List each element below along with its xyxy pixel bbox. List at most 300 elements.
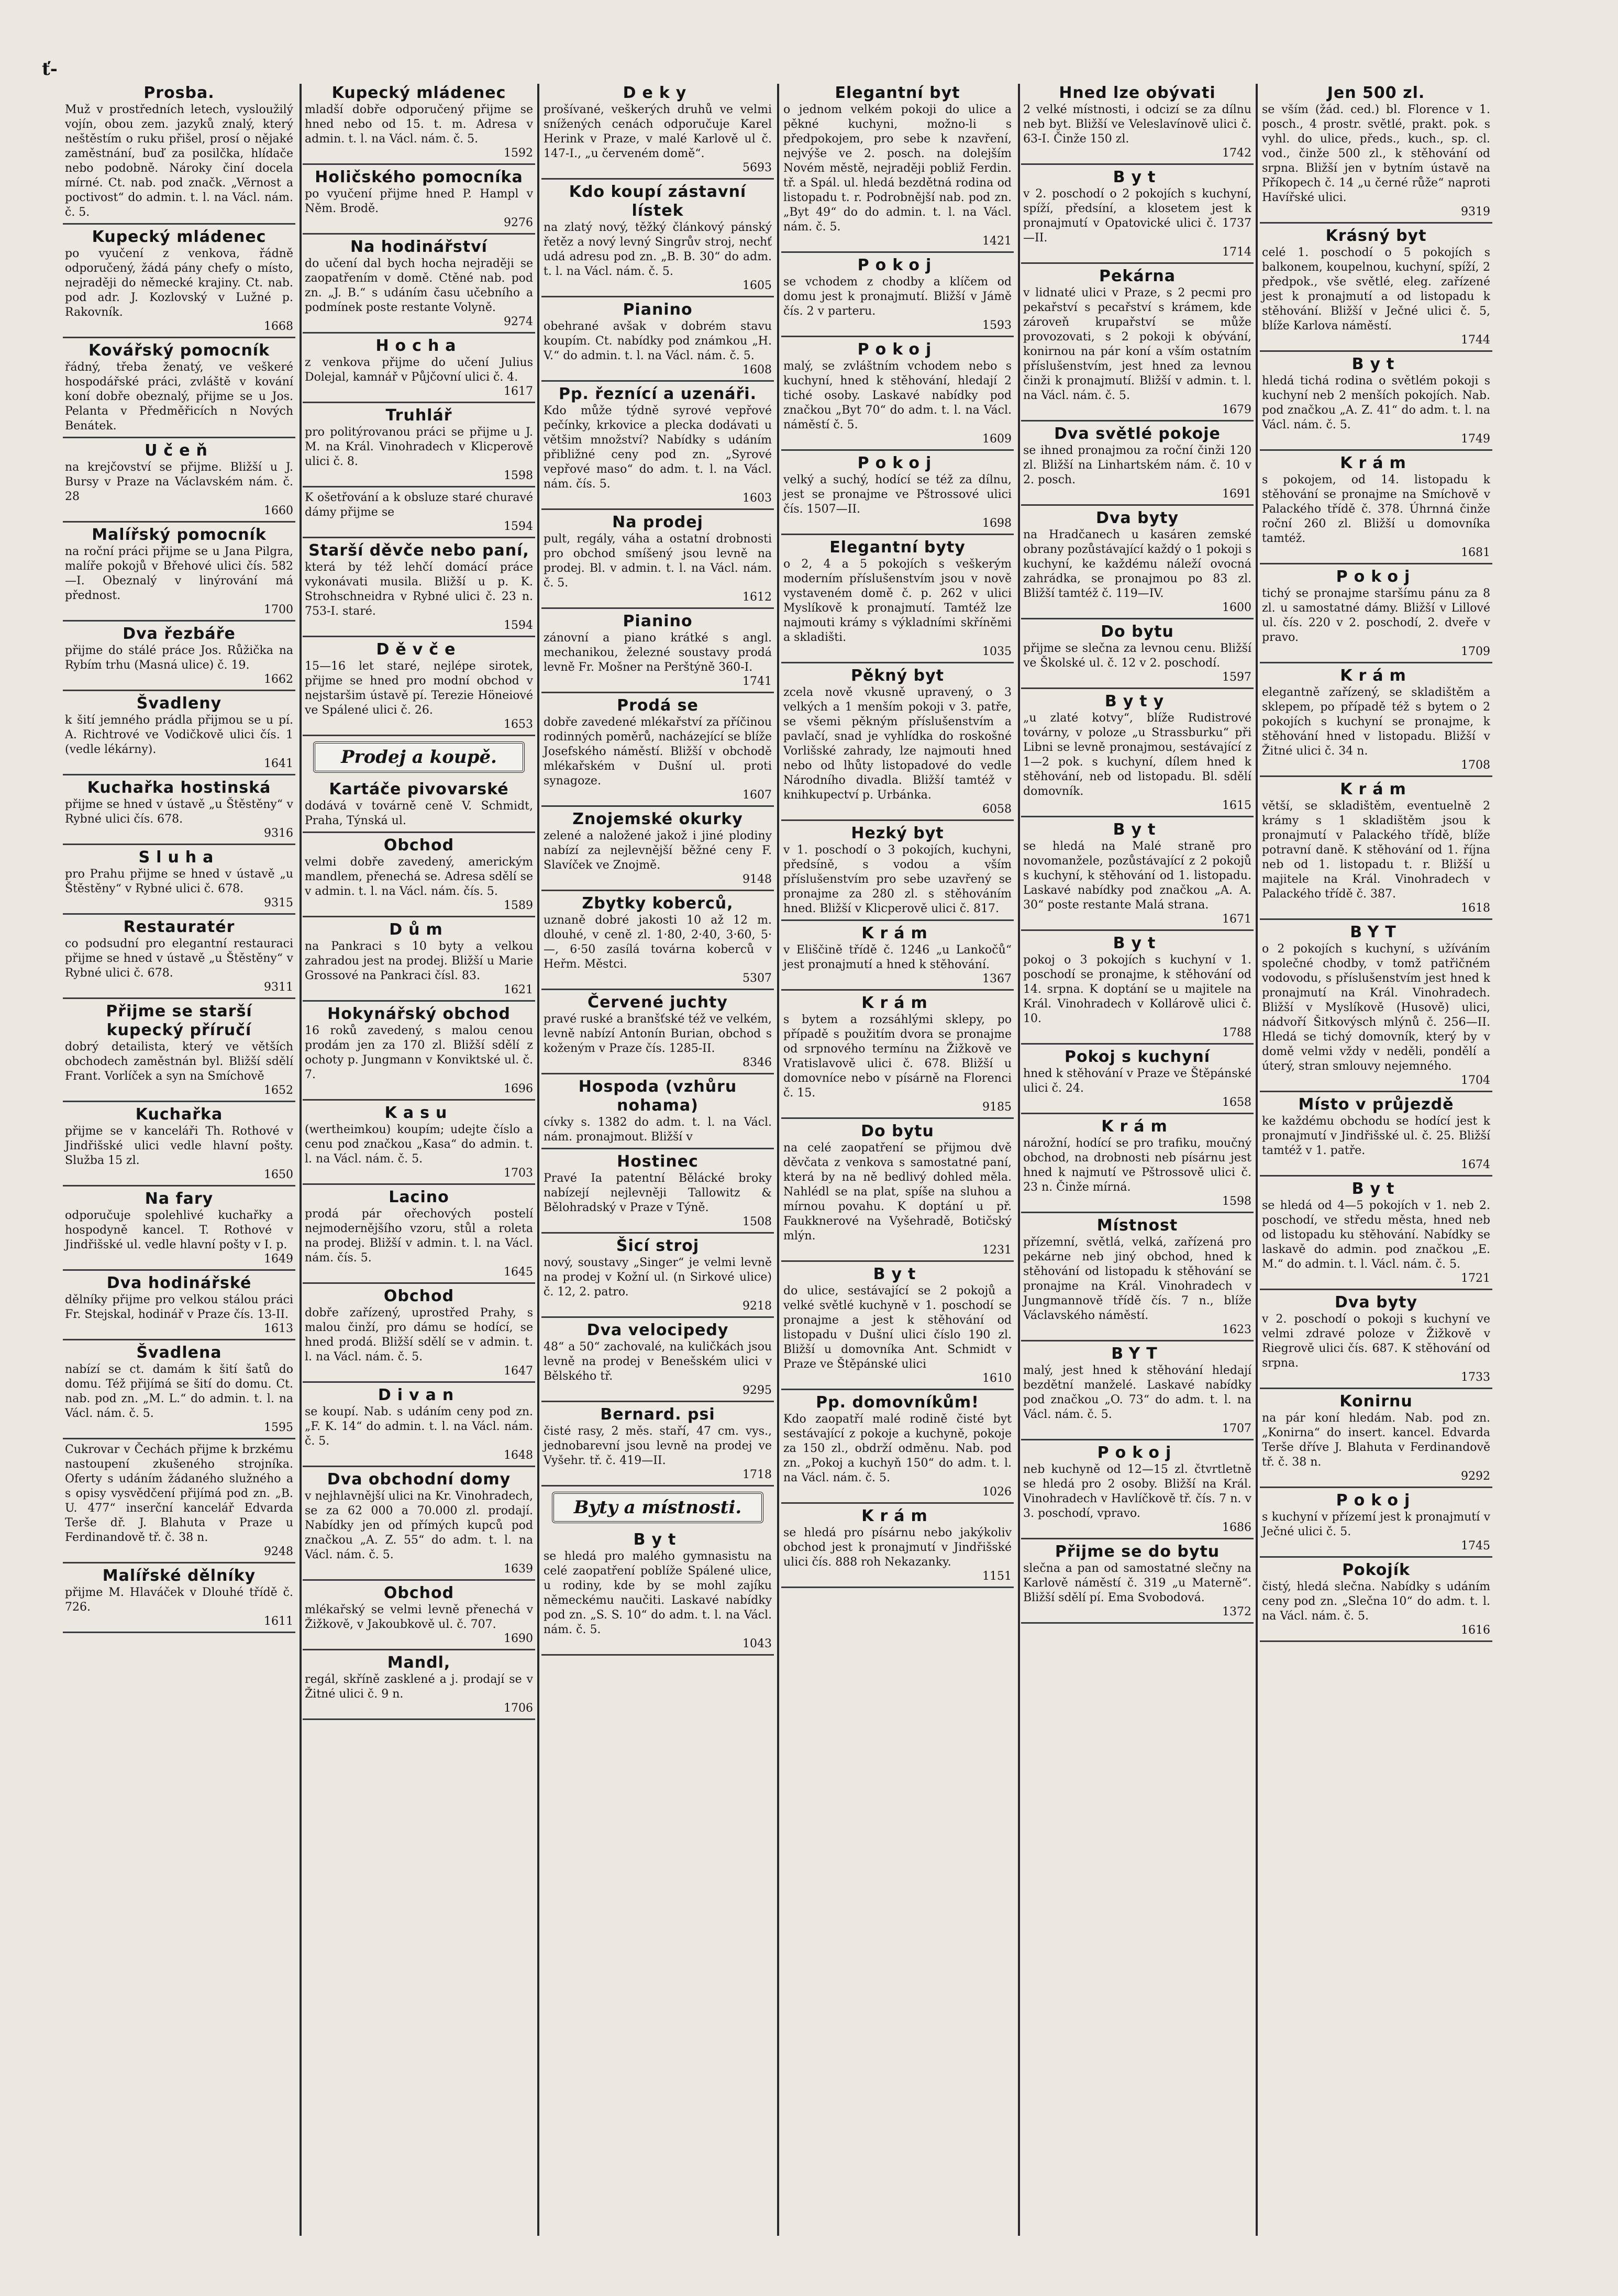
classified-ad [781, 256, 1014, 337]
ad-title: Byt [1113, 168, 1162, 186]
classified-ad [303, 1584, 535, 1650]
ad-number: 1613 [264, 1322, 293, 1335]
ad-title: Šicí stroj [616, 1237, 700, 1255]
ad-title: Krásný byt [1325, 227, 1427, 245]
ad-text: přijme se v kanceláři Th. Rothové v Jindřišské ulici vedle hlavní pošty. Služba 15 zl. [65, 1125, 293, 1167]
ad-text: obehrané avšak v dobrém stavu koupím. Ct. nabídky pod známkou „H. V.“ do admin. t. l. na Václ. nám. č. 5. [544, 320, 772, 362]
classified-ad [1021, 425, 1254, 506]
ad-text: Kdo může týdně syrové vepřové pečínky, krkovice a plecka dodávati u většim množství? Nabídky s udáním přibližné ceny pod zn. „Syrové vepřové maso“ do adm. t. l. na Václ. nám. čís. 5. [544, 404, 772, 491]
column-rule [537, 84, 539, 2236]
classified-ad [303, 1104, 535, 1185]
ad-number: 1658 [1222, 1096, 1251, 1109]
ad-title: Dva velocipedy [586, 1321, 729, 1339]
classified-ad [1021, 623, 1254, 689]
ad-number: 1690 [504, 1632, 533, 1645]
section-heading-box: Byty a místnosti. [552, 1492, 763, 1523]
ad-number: 1704 [1461, 1074, 1490, 1087]
classified-ad [1021, 692, 1254, 817]
ad-text: regál, skříně zasklené a j. prodají se v Žitné ulici č. 9 n. [305, 1673, 533, 1701]
ad-text: Cukrovar v Čechách přijme k brzkému nastoupení zkušeného strojníka. Oferty s udáním žádaného služného a s opisy vysvědčení přijímá pod zn. „B. U. 477“ inserční kancelář Edvarda Terše dř. J. Blahuta v Praze u Ferdinandově tř. č. 38 n. [65, 1443, 293, 1544]
ad-title: Kovářský pomocník [88, 341, 270, 360]
ad-text: v Eliščině třídě č. 1246 „u Lankočů“ jest pronajmutí a hned k stěhování. [783, 944, 1012, 971]
ad-number: 1026 [982, 1485, 1012, 1499]
ad-title: Do bytu [1101, 623, 1174, 641]
classified-ad [63, 1190, 295, 1271]
classified-ad [63, 918, 295, 999]
ad-title: Byt [1113, 934, 1162, 952]
ad-number: 1367 [982, 972, 1012, 985]
ad-text: (wertheimkou) koupím; udejte číslo a cenu pod značkou „Kasa“ do admin. t. l. na Václ. nám. č. 5. [305, 1123, 533, 1166]
ad-title: Krám [1340, 780, 1412, 798]
ad-number: 1733 [1461, 1371, 1490, 1384]
classified-ad [1260, 923, 1492, 1092]
ad-number: 1721 [1461, 1272, 1490, 1285]
classified-ad [303, 491, 535, 538]
classified-ad [1021, 84, 1254, 165]
column-rule [777, 84, 779, 2236]
classified-ad [1260, 1392, 1492, 1488]
ad-title: Švadlena [136, 1344, 222, 1362]
ad-title: Byt [633, 1530, 682, 1549]
ad-number: 1698 [982, 517, 1012, 530]
ad-text: Muž v prostředních letech, vysloužilý vojín, obou zem. jazyků znalý, který neštěstím o ruku přišel, prosí o nějaké zaměstnání, buď za posilčka, hlídače nebo podobně. Nároky činí docela mírné. Ct. nab. pod značk. „Věrnost a poctivost“ do admin. t. l. na Václ. nám. č. 5. [65, 103, 293, 219]
classified-ad [63, 341, 295, 438]
ad-text: na krejčovství se přijme. Bližší u J. Bursy v Praze na Václavském nám. č. 28 [65, 461, 293, 503]
ad-title: Byt [1351, 1180, 1401, 1198]
ad-number: 1707 [1222, 1422, 1251, 1435]
ad-number: 1594 [504, 520, 533, 533]
ad-title: Prodá se [617, 696, 699, 715]
ad-text: 15—16 let staré, nejlépe sirotek, přijme se hned pro modní obchod v nejstaršim ústavě pí. Terezie Höneiové ve Spálené ulici č. 26. [305, 660, 533, 717]
ad-text: na Pankraci s 10 byty a velkou zahradou jest na prodej. Bližší u Marie Grossové na Pankraci čísl. 83. [305, 940, 533, 982]
ad-title: Krám [861, 924, 934, 942]
ad-title: Kasu [384, 1104, 453, 1122]
classified-ad [63, 1344, 295, 1439]
ad-text: pult, regály, váha a ostatní drobnosti pro obchod smíšený jsou levně na prodej. Bl. v admin. t. l. na Václ. nám. č. 5. [544, 533, 772, 590]
ad-text: nový, soustavy „Singer“ je velmi levně na prodej v Kožní ul. (n Sirkové ulice) č. 12, 2. patro. [544, 1256, 772, 1299]
ad-text: se vchodem z chodby a klíčem od domu jest k pronajmutí. Bližší v Jámě čís. 2 v parteru. [783, 275, 1012, 318]
classified-ad [1260, 568, 1492, 663]
ad-number: 9185 [982, 1101, 1012, 1114]
classified-ad [781, 1393, 1014, 1504]
ad-title: Pianino [623, 612, 693, 630]
classified-ad [1260, 355, 1492, 451]
ad-title: Dům [389, 920, 449, 939]
ad-number: 6058 [982, 803, 1012, 816]
ad-text: dobře zařízený, uprostřed Prahy, s malou činží, pro dámu se hodící, se hned prodá. Bližší sdělí se v admin. t. l. na Václ. nám. č. 5. [305, 1306, 533, 1363]
ad-text: s kuchyní v přízemí jest k pronajmutí v Ječné ulici č. 5. [1262, 1511, 1490, 1538]
ad-number: 1714 [1222, 246, 1251, 259]
ad-number: 1686 [1222, 1521, 1251, 1534]
ad-number: 1745 [1461, 1539, 1490, 1552]
ad-number: 1605 [742, 279, 772, 292]
classified-ad [63, 1274, 295, 1340]
ad-text: mlékařský se velmi levně přenechá v Žižkově, v Jakoubkově ul. č. 707. [305, 1603, 533, 1631]
ad-title: Pp. řeznící a uzenáři. [559, 385, 757, 403]
classified-ad [781, 824, 1014, 921]
column-6 [1260, 84, 1492, 2241]
ad-text: prodá pár ořechových postelí nejmodernějšího vzoru, stůl a roleta na prodej. Bližší v admin. t. l. na Václ. nám. čís. 5. [305, 1207, 533, 1265]
classified-ad [541, 183, 774, 297]
ad-number: 1231 [982, 1244, 1012, 1257]
ad-text: na celé zaopatření se přijmou dvě děvčata z venkova s samostatné paní, která by na ně bedlivý dohled měla. Nahlédl se na plat, spíše na sluhou a mírnou povahu. K doptání u př. Faukknerové na Vyšehradě, Botičský mlýn. [783, 1141, 1012, 1243]
ad-title: Krám [861, 994, 934, 1012]
ad-number: 1652 [264, 1084, 293, 1097]
ad-number: 1615 [1222, 799, 1251, 812]
ad-title: Švadleny [136, 694, 222, 713]
ad-text: na zlatý nový, těžký článkový pánský řetěz a nový levný Singrův stroj, nechť udá adresu pod zn. „B. B. 30“ do adm. t. l. na Václ. nám. č. 5. [544, 221, 772, 278]
classified-ad [1260, 1095, 1492, 1177]
classified-ad [541, 696, 774, 807]
classified-ad [781, 454, 1014, 535]
ad-number: 1603 [742, 492, 772, 505]
ad-title: Červené juchty [588, 993, 728, 1012]
ad-text: v 2. poschodí o pokoji s kuchyní ve velmi zdravé poloze v Žižkově v Riegrově ulici čís. 687. K stěhování od srpna. [1262, 1313, 1490, 1370]
ad-number: 9316 [264, 827, 293, 840]
ad-number: 1788 [1222, 1026, 1251, 1039]
ad-title: Holičského pomocníka [315, 168, 523, 186]
classified-ad [1260, 1180, 1492, 1290]
ad-text: se hledá od 4—5 pokojích v 1. neb 2. poschodí, ve středu města, hned neb od listopadu ku stěhování. Nabídky se laskavě do admin. pod značkou „E. M.“ do admin. t. l. Václ. nám. č. 5. [1262, 1199, 1490, 1271]
ad-number: 1668 [264, 320, 293, 333]
ad-title: Bernard. psi [600, 1405, 715, 1424]
ad-title: Krám [1101, 1117, 1173, 1136]
ad-title: Učeň [145, 441, 214, 460]
ad-title: Na hodinářství [350, 238, 487, 256]
ad-title: Deky [623, 84, 693, 102]
classified-ad [1021, 1345, 1254, 1440]
classified-ad [1021, 267, 1254, 422]
ad-title: Na prodej [612, 513, 703, 531]
ad-text: se vším (žád. ced.) bl. Florence v 1. posch., 4 prostr. světlé, prakt. pok. s vyhl. do ulice, předs., kuch., sp. cl. vod., činže 500 zl., k stěhování od srpna. Bližší jen v bytním ústavě na Příkopech č. 14 „u černé růže“ naproti Havířské ulici. [1262, 103, 1490, 204]
ad-text: v 2. poschodí o 2 pokojích s kuchyní, spíží, předsíní, a klosetem jest k pronajmutí v Opatovické ulici č. 1737—II. [1023, 187, 1251, 245]
column-5 [1021, 84, 1254, 2241]
ad-title: Dva obchodní domy [327, 1470, 511, 1489]
ad-number: 9319 [1461, 205, 1490, 218]
ad-number: 1679 [1222, 403, 1251, 416]
classified-ad [1021, 820, 1254, 931]
ad-text: „u zlaté kotvy“, blíže Rudistrové továrny, v poloze „u Strassburku“ při Libni se levně pronajmou, sestávající z 1—2 pok. s kuchyní, dílem hned k stěhování, neb od listopadu. Bl. sdělí domovník. [1023, 712, 1251, 798]
ad-text: malý, jest hned k stěhování hledají bezdětní manželé. Laskavé nabídky pod značkou „O. 73“ do adm. t. l. na Václ. nám. č. 5. [1023, 1364, 1251, 1421]
ad-title: Pokoj [857, 454, 938, 472]
ad-number: 1608 [742, 363, 772, 376]
ad-text: v lidnaté ulici v Praze, s 2 pecmi pro pekařství s pecařství s krámem, kde zároveň krupařství se může provozovati, s 2 pokoji k obývání, konirnou na pár koní a vším ostatním příslušenstvím, jest hned za levnou činži k pronajmutí. Bližší v admin. t. l. na Václ. nám. č. 5. [1023, 286, 1251, 402]
ad-text: z venkova přijme do učení Julius Dolejal, kamnář v Půjčovní ulici č. 4. [305, 356, 533, 384]
ad-title: Malířský pomocník [92, 526, 267, 544]
ad-text: pro Prahu přijme se hned v ústavě „u Štěstěny“ v Rybné ulici č. 678. [65, 868, 293, 895]
classified-ad [303, 406, 535, 487]
ad-number: 1623 [1222, 1323, 1251, 1336]
ad-number: 1639 [504, 1562, 533, 1576]
ad-text: o 2, 4 a 5 pokojích s veškerým moderním příslušenstvím jsou v nově vystaveném domě č. p. 262 v ulici Myslíkově k pronajmutí. Tamtéž lze najmouti krámy s výkladními skříněmi a skladišti. [783, 558, 1012, 644]
classified-ad [303, 780, 535, 833]
ad-text: s bytem a rozsáhlými sklepy, po případě s použitím dvora se pronajme od srpnového termínu na Žižkově ve Vratislavově ulici č. 678. Bližší u domovníce nebo v písárně na Florenci č. 15. [783, 1013, 1012, 1100]
ad-title: Pokoj [1336, 1491, 1416, 1510]
ad-title: BYT [1350, 923, 1402, 941]
ad-number: 1742 [1222, 147, 1251, 160]
ad-number: 1650 [264, 1168, 293, 1181]
classified-ad [1021, 1444, 1254, 1539]
classified-ad [63, 526, 295, 622]
ad-number: 1749 [1461, 432, 1490, 446]
ad-number: 1653 [504, 718, 533, 731]
ad-title: Dva hodinářské [106, 1274, 252, 1292]
ad-title: Obchod [383, 836, 455, 855]
ad-title: Přijme se starší kupecký příručí [106, 1002, 252, 1039]
ad-title: Jen 500 zl. [1327, 84, 1425, 102]
ad-number: 1597 [1222, 671, 1251, 684]
ad-title: Pokoj [857, 256, 938, 274]
ad-text: Kdo zaopatří malé rodině čisté byt sestávající z pokoje a kuchyně, pokoje za 150 zl., obdrží odměnu. Nab. pod zn. „Pokoj a kuchyň 150“ do adm. t. l. na Václ. nám. č. 5. [783, 1413, 1012, 1484]
classified-ad [541, 810, 774, 891]
corner-mark: ť- [42, 59, 58, 80]
classified-ad [781, 84, 1014, 253]
ad-number: 9218 [742, 1300, 772, 1313]
ad-title: Hocha [375, 337, 462, 355]
ad-number: 1706 [504, 1702, 533, 1715]
ad-number: 1700 [264, 603, 293, 616]
ad-title: Malířské dělníky [102, 1567, 256, 1585]
classified-ad [1260, 1293, 1492, 1389]
ad-text: 16 roků zavedený, s malou cenou prodám jen za 170 zl. Bližší sdělí z ochoty p. Jungmann v Konviktské ul. č. 7. [305, 1024, 533, 1081]
ad-number: 9311 [264, 981, 293, 994]
ad-number: 9315 [264, 896, 293, 909]
classified-ad [1260, 1491, 1492, 1558]
ad-title: Dva byty [1095, 509, 1179, 527]
ad-text: přízemní, světlá, velká, zařízená pro pekárne neb jiný obchod, hned k stěhování od listopadu k stěhování se pronajme na Král. Vinohradech v Jungmannově třídě čís. 7 n., blíže Václavského náměstí. [1023, 1236, 1251, 1322]
classified-ad [1021, 1216, 1254, 1341]
ad-text: nárožní, hodící se pro trafiku, moučný obchod, na drobnosti neb písárnu jest hned k najmutí ve Pštrossově ulici č. 23 n. Činže mírná. [1023, 1137, 1251, 1194]
classified-ad [1021, 168, 1254, 264]
classified-ad [63, 1567, 295, 1633]
classified-ad [541, 1078, 774, 1149]
ad-number: 1043 [742, 1637, 772, 1650]
ad-number: 1744 [1461, 334, 1490, 347]
classified-ad [303, 1188, 535, 1284]
classified-ad [303, 1470, 535, 1581]
ad-text: malý, se zvláštním vchodem nebo s kuchyní, hned k stěhování, hledají 2 tiché osoby. Laskavé nabídky pod značkou „Byt 70“ do adm. t. l. na Václ. náměstí č. 5. [783, 360, 1012, 431]
ad-text: na pár koní hledám. Nab. pod zn. „Konirna“ do insert. kancel. Edvarda Terše dříve J. Blahuta v Ferdinandově tř. č. 38 n. [1262, 1412, 1490, 1469]
ad-text: řádný, třeba ženatý, ve veškeré hospodářské práci, zvláště v kování koní dobře obeznalý, přijme se u Jos. Pelanta v Předměřicích n Nových Benátek. [65, 361, 293, 432]
classified-ad [781, 340, 1014, 451]
ad-text: ke každému obchodu se hodící jest k pronajmutí v Jindřišské ul. č. 25. Bližší tamtéž v 1. patře. [1262, 1115, 1490, 1157]
ad-text: co podsudní pro elegantní restauraci přijme se hned v ústavě „u Štěstěny“ v Rybné ulici č. 678. [65, 937, 293, 980]
column-4 [781, 84, 1014, 2241]
ad-title: Pokoj [857, 340, 938, 359]
ad-title: Krám [1340, 667, 1412, 685]
ad-title: Mandl, [387, 1654, 451, 1672]
classified-ad [1021, 509, 1254, 619]
classified-ad [541, 1152, 774, 1234]
ad-text: do ulice, sestávající se 2 pokojů a velké světlé kuchyně v 1. poschodí se pronajme a jest k stěhování od listopadu v Dušní ulici číslo 190 zl. Bližší u domovníka Ant. Schmidt v Praze ve Štěpánské ulici [783, 1284, 1012, 1371]
ad-title: Kuchařka [135, 1105, 223, 1124]
classified-ad [1021, 934, 1254, 1045]
ad-title: Obchod [383, 1287, 455, 1305]
ad-text: se hledá pro písárnu nebo jakýkoliv obchod jest k pronajmutí v Jindřišské ulici čís. 888 roh Nekazanky. [783, 1526, 1012, 1569]
ad-text: tichý se pronajme staršímu pánu za 8 zl. u samostatné dámy. Bližší v Lillové ul. čís. 220 v 2. poschodí, 2. dveře v pravo. [1262, 587, 1490, 644]
column-2 [303, 84, 535, 2241]
ad-title: Hokynářský obchod [327, 1005, 511, 1023]
classified-ad [1260, 667, 1492, 777]
classified-ad [303, 1386, 535, 1467]
classified-ad [303, 337, 535, 403]
ad-text: přijme do stálé práce Jos. Růžička na Rybím trhu (Masná ulice) č. 19. [65, 644, 293, 672]
classified-ad [303, 640, 535, 736]
classified-ad [1260, 227, 1492, 352]
classified-ad [303, 1005, 535, 1101]
ad-number: 1421 [982, 235, 1012, 248]
ad-text: 48“ a 50“ zachovalé, na kuličkách jsou levně na prodej v Benešském ulici v Bělského tř. [544, 1340, 772, 1383]
classified-ad [63, 694, 295, 775]
ad-text: se hledá na Malé straně pro novomanžele, pozůstávající z 2 pokojů s kuchyní, k stěhování od 1. listopadu. Laskavé nabídky pod značkou „A. A. 30“ poste restante Malá strana. [1023, 840, 1251, 912]
ad-number: 1610 [982, 1372, 1012, 1385]
classified-ad [63, 625, 295, 691]
ad-title: Hezký byt [851, 824, 944, 842]
ad-title: Do bytu [861, 1122, 934, 1140]
ad-text: elegantně zařízený, se skladištěm a sklepem, po případě též s bytem o 2 pokojích s kuchyní se pronajme, k stěhování hned v listopadu. Bližší v Žitné ulici č. 34 n. [1262, 686, 1490, 758]
ad-number: 1589 [504, 899, 533, 912]
ad-number: 1035 [982, 645, 1012, 658]
ad-text: přijme se hned v ústavě „u Štěstěny“ v Rybné ulici čís. 678. [65, 798, 293, 826]
ad-text: v 1. poschodí o 3 pokojích, kuchyni, předsíně, s vodou a vším příslušenstvím pro sebe uzavřený se pronajme za 280 zl. s stěhováním hned. Bližší v Klicperově ulici č. 817. [783, 844, 1012, 915]
ad-number: 1648 [504, 1449, 533, 1462]
ad-text: o 2 pokojích s kuchyní, s užíváním společné chodby, v tomž patřičném vodovodu, s příslušenstvím jest hned k pronajmutí na Král. Vinohradech. Bližší v Myslíkově (Husově) ulici, nádvoří Šitkovýsch mlýnů č. 256—II. Hledá se tichý domovník, který by v domě velmi vždy v neděli, pondělí a úterý, stran smlouvy nejemného. [1262, 942, 1490, 1073]
ad-title: Přijme se do bytu [1055, 1543, 1220, 1561]
ad-text: s pokojem, od 14. listopadu k stěhování se pronajme na Smíchově v Palackého třídě č. 378. Úhrnná činže roční 260 zl. Bližší u domovníka tamtéž. [1262, 473, 1490, 545]
ad-text: která by též lehčí domácí práce vykonávati musila. Bližší u p. K. Strohschneidra v Rybné ulici č. 23 n. 753-I. staré. [305, 561, 533, 618]
classified-ad [541, 612, 774, 693]
ad-number: 1649 [264, 1252, 293, 1266]
ad-number: 1598 [504, 469, 533, 482]
ad-title: Znojemské okurky [572, 810, 743, 828]
classified-ad [63, 848, 295, 915]
ad-number: 1647 [504, 1365, 533, 1378]
ad-number: 1709 [1461, 645, 1490, 658]
ad-text: dobrý detailista, který ve větších obchodech zaměstnán byl. Bližší sdělí Frant. Vorlíček a syn na Smíchově [65, 1040, 293, 1083]
ad-number: 1609 [982, 432, 1012, 446]
ad-title: Konirnu [1339, 1392, 1413, 1411]
ad-title: Starší děvče nebo paní, [308, 541, 529, 560]
ad-number: 1592 [504, 147, 533, 160]
ad-number: 8346 [742, 1056, 772, 1069]
ad-title: Byty [1104, 692, 1170, 711]
ad-text: zcela nově vkusně upravený, o 3 velkých a 1 menším pokoji v 3. patře, se všemi pěkným příslušenstvím a pavlačí, snad je vyhlídka do roskošné Vorlišské zahrady, lze najmouti hned nebo od lhůty listopadové do vedle Národního divadla. Bližší tamtéž v knihkupectví p. Urbánka. [783, 686, 1012, 802]
classified-ad [1260, 84, 1492, 224]
ad-number: 1612 [742, 591, 772, 604]
ad-title: Na fary [145, 1190, 214, 1208]
classified-ad [63, 1002, 295, 1102]
ad-text: pokoj o 3 pokojích s kuchyní v 1. poschodí se pronajme, k stěhování od 14. srpna. K doptání se u majitele na Král. Vinohradech v Kollárově ulici č. 10. [1023, 953, 1251, 1025]
ad-number: 1660 [264, 504, 293, 517]
ad-number: 1641 [264, 757, 293, 770]
classified-ad [541, 894, 774, 990]
ad-number: 1508 [742, 1215, 772, 1228]
classified-ad [303, 836, 535, 917]
ad-title: Dva byty [1334, 1293, 1418, 1312]
ad-title: Byt [873, 1265, 922, 1283]
ad-number: 1616 [1461, 1624, 1490, 1637]
ad-text: velmi dobře zavedený, americkým mandlem, přenechá se. Adresa sdělí se v admin. t. l. na Václ. nám. čís. 5. [305, 856, 533, 898]
ad-number: 1703 [504, 1167, 533, 1180]
ad-title: Pp. domovníkům! [816, 1393, 979, 1412]
ad-text: se ihned pronajmou za roční činži 120 zl. Bližší na Linhartském nám. č. 10 v 2. posch. [1023, 444, 1251, 486]
classified-ad [303, 168, 535, 235]
ad-title: Prosba. [143, 84, 215, 102]
classified-ad [541, 84, 774, 180]
ad-text: Pravé Ia patentní Bělácké broky nabízejí nejlevněji Tallowitz & Bělohradský v Praze v Týně. [544, 1172, 772, 1214]
ad-title: Místo v průjezdě [1298, 1095, 1454, 1114]
ad-number: 9274 [504, 315, 533, 328]
ad-text: na Hradčanech u kasáren zemské obrany pozůstávající každý o 1 pokoji s kuchyní, ke každému náleží ovocná zahrádka, se pronajmou po 83 zl. Bližší tamtéž č. 119—IV. [1023, 528, 1251, 600]
section-heading-box: Prodej a koupě. [313, 741, 525, 773]
ad-text: o jednom velkém pokoji do ulice a pěkné kuchyni, možno-li s předpokojem, pro sebe k nzavření, nejvýše ve 2. posch. na dolejším Novém městě, nejraději pobliž Ferdin. tř. a Spál. ul. hledá bezdětná rodina od listopadu t. r. Podrobnější nab. pod zn. „Byt 49“ do do admin. t. l. na Václ. nám. č. 5. [783, 103, 1012, 234]
ad-title: Hospoda (vzhůru nohama) [578, 1078, 737, 1115]
classified-ad [63, 84, 295, 225]
classified-ad [1021, 1048, 1254, 1114]
ad-text: prošívané, veškerých druhů ve velmi snížených cenách odporučuje Karel Herink v Praze, v malé Karlově ul č. 147-I., „u červeném domě“. [544, 103, 772, 160]
ad-text: neb kuchyně od 12—15 zl. čtvrtletně se hledá pro 2 osoby. Bližší na Král. Vinohradech v Havlíčkově tř. čís. 7 n. v 3. poschodí, vpravo. [1023, 1463, 1251, 1520]
ad-number: 1151 [982, 1570, 1012, 1583]
ad-title: Byt [1351, 355, 1401, 373]
classified-ad [303, 238, 535, 334]
classified-ad [781, 667, 1014, 821]
classified-ad [541, 1530, 774, 1656]
ad-text: přijme se slečna za levnou cenu. Bližší ve Školské ul. č. 12 v 2. poschodí. [1023, 642, 1251, 670]
classified-ad [541, 1405, 774, 1487]
classified-ad [303, 1287, 535, 1383]
classified-ad [781, 994, 1014, 1119]
classified-ad [541, 993, 774, 1074]
ad-text: zelené a naložené jakož i jiné plodiny nabízí za nejlevnější běžné ceny F. Slavíček ve Znojmě. [544, 829, 772, 872]
ad-title: Zbytky koberců, [582, 894, 734, 913]
classified-ad [1260, 780, 1492, 920]
classified-ad [541, 1321, 774, 1402]
classified-ad [303, 920, 535, 1002]
ad-title: Elegantní byt [835, 84, 960, 102]
ad-number: 1621 [504, 983, 533, 996]
ad-number: 1607 [742, 789, 772, 802]
ad-title: BYT [1111, 1345, 1163, 1363]
ad-title: Kupecký mládenec [331, 84, 506, 102]
ad-text: hned k stěhování v Praze ve Štěpánské ulici č. 24. [1023, 1067, 1251, 1095]
ad-number: 1618 [1461, 902, 1490, 915]
column-rule [1018, 84, 1020, 2236]
ad-title: Kuchařka hostinská [87, 779, 271, 797]
classified-ad [1021, 1117, 1254, 1213]
ad-title: Dva řezbáře [123, 625, 236, 643]
ad-title: Pekárna [1099, 267, 1176, 285]
ad-text: dobře zavedené mlékařství za příčinou rodinných poměrů, nacházející se blíže Josefského náměstí. Bližší v obchodě mlékařském v Dušní ul. proti synagoze. [544, 716, 772, 787]
classified-ad [1021, 1543, 1254, 1624]
ad-title: Sluha [138, 848, 220, 867]
ad-text: po vyučení přijme hned P. Hampl v Něm. Brodě. [305, 187, 533, 215]
ad-title: Kdo koupí zástavní lístek [569, 183, 747, 220]
ad-text: uznaně dobré jakosti 10 až 12 m. dlouhé, v ceně zl. 1·80, 2·40, 3·60, 5·—, 6·50 zasílá továrna koberců v Heřm. Městci. [544, 914, 772, 971]
ad-number: 1674 [1461, 1158, 1490, 1171]
ad-title: Dva světlé pokoje [1054, 425, 1221, 443]
ad-number: 1617 [504, 385, 533, 398]
ad-text: na roční práci přijme se u Jana Pilgra, malíře pokojů v Břehové ulici čís. 582—I. Obeznalý v linýrování má přednost. [65, 545, 293, 602]
classified-ad [303, 1654, 535, 1720]
ad-number: 1594 [504, 619, 533, 632]
column-3 [541, 84, 774, 2241]
ad-number: 1662 [264, 673, 293, 686]
ad-number: 1718 [742, 1468, 772, 1481]
ad-title: Kupecký mládenec [92, 228, 267, 246]
ad-title: Krám [861, 1507, 934, 1525]
ad-number: 1671 [1222, 913, 1251, 926]
ad-title: Místnost [1096, 1216, 1178, 1235]
